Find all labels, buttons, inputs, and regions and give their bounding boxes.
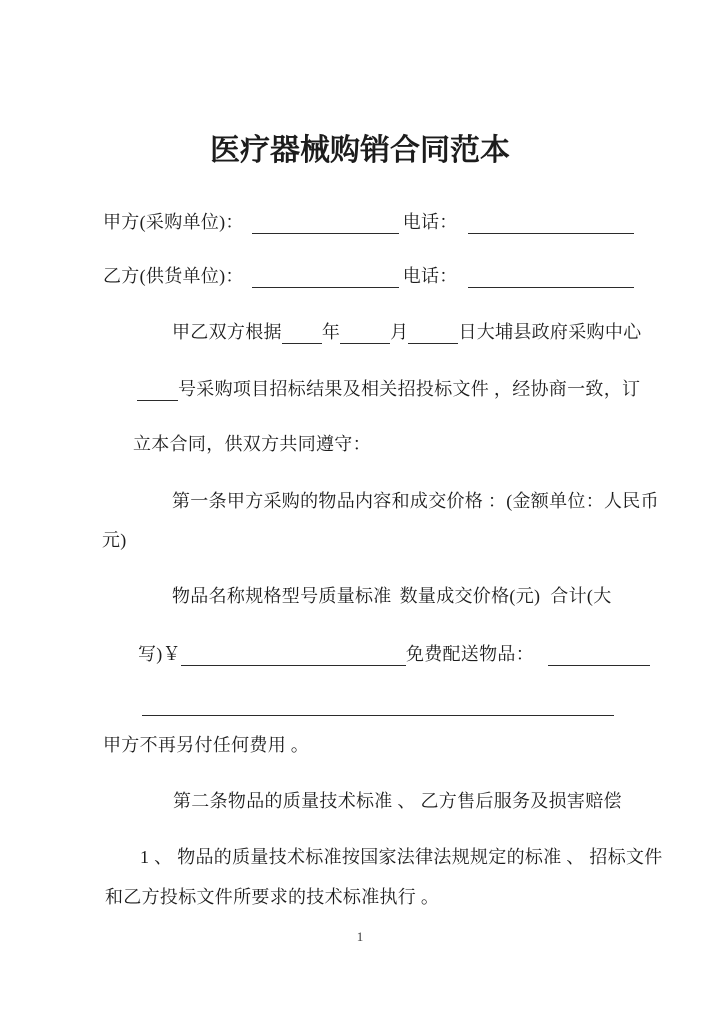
year-label: 年 [321,322,341,342]
clause2-heading-text: 第二条物品的质量技术标准 、 乙方售后服务及损害赔偿 [173,791,622,811]
clause1-note-text: 甲方不再另付任何费用 。 [103,735,310,755]
intro-seg2: 日大埔县政府采购中心 [458,322,642,342]
intro-line2-text: 号采购项目招标结果及相关招投标文件 ，经协商一致，订 [178,379,641,399]
intro-line3-text: 立本合同，供双方共同遵守： [133,434,371,454]
amount-line [138,643,650,666]
date-month-blank [340,325,390,344]
clause1-note-line [103,734,309,757]
party-a-name-blank [252,215,399,234]
intro-closing-line [133,433,371,456]
project-number-blank [137,382,178,401]
party-b-phone-label: 电话： [402,266,458,286]
clause2-heading-line [173,790,622,813]
party-a-phone-label: 电话： [402,212,458,232]
items-header-col2: 数量成交价格(元) [399,586,541,606]
intro-project-line [137,378,640,401]
amount-prefix: 写)￥ [138,644,181,664]
items-header-line [172,585,612,608]
intro-seg1: 甲乙双方根据 [172,322,282,342]
free-delivery-blank [548,647,650,666]
party-a-label: 甲方(采购单位)： [103,212,244,232]
clause1-line1 [172,490,659,513]
party-a-line [103,211,634,234]
items-header-col3: 合计(大 [550,586,612,606]
party-b-phone-blank [468,269,634,288]
continuation-blank-rule [142,715,614,716]
clause1-line2 [102,529,127,552]
intro-date-line [172,321,641,344]
items-header-col1: 物品名称规格型号质量标准 [172,586,392,606]
party-b-label: 乙方(供货单位)： [103,266,244,286]
amount-blank [181,647,406,666]
clause1-line1-text: 第一条甲方采购的物品内容和成交价格 ：(金额单位：人民币 [172,491,659,511]
clause2-item1-line2 [105,886,439,909]
free-delivery-label: 免费配送物品： [405,644,535,664]
date-year-blank [282,325,322,344]
party-b-name-blank [252,269,399,288]
month-label: 月 [390,322,409,342]
clause2-item1-line1-text: 1 、 物品的质量技术标准按国家法律法规规定的标准 、 招标文件 [140,847,663,867]
clause2-item1-line1 [140,846,663,869]
party-a-phone-blank [468,215,634,234]
clause1-line2-text: 元) [102,530,127,550]
party-b-line [103,265,634,288]
date-day-blank [408,325,458,344]
clause2-item1-line2-text: 和乙方投标文件所要求的技术标准执行 。 [105,887,440,907]
document-title: 医疗器械购销合同范本 [210,134,510,167]
page-number: 1 [356,929,364,944]
